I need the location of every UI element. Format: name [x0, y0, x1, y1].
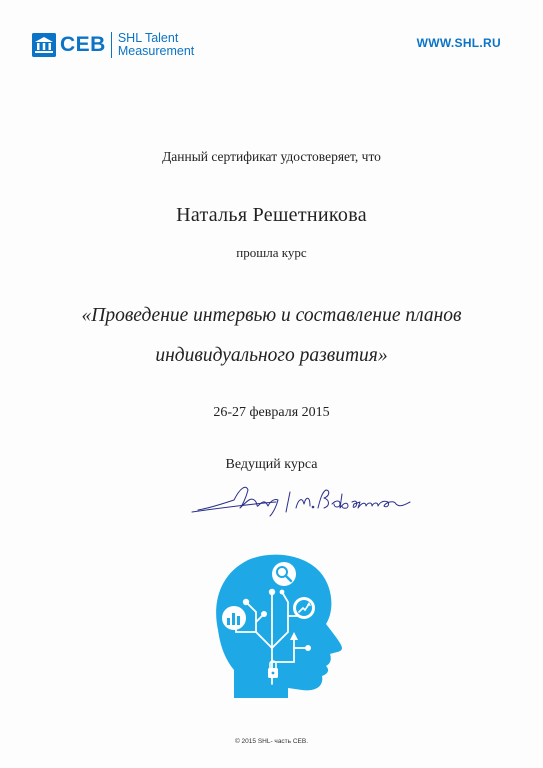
logo-divider: [111, 32, 112, 58]
logo-name: CEB: [60, 33, 106, 56]
course-date: 26-27 февраля 2015: [213, 405, 330, 420]
recipient-name: Наталья Решетникова: [176, 204, 367, 226]
website-url: WWW.SHL.RU: [416, 36, 501, 50]
logo-line-1: SHL Talent: [117, 31, 179, 45]
logo-line-2: Measurement: [117, 44, 195, 58]
course-title-line-1: «Проведение интервью и составление планов: [81, 305, 462, 326]
ceb-logo: [32, 32, 194, 58]
passed-text: прошла курс: [236, 245, 307, 260]
handwritten-signature: [190, 478, 430, 518]
ceb-logo-icon: [32, 33, 56, 57]
copyright-footer: © 2015 SHL- часть CEB.: [234, 738, 309, 745]
logo-subtitle: [118, 32, 194, 58]
intro-text: Данный сертификат удостоверяет, что: [162, 149, 381, 164]
course-title: [0, 296, 543, 376]
course-title-line-2: индивидуального развития»: [155, 345, 388, 366]
course-lead-label: Ведущий курса: [225, 457, 318, 472]
head-illustration-icon: [212, 552, 344, 700]
